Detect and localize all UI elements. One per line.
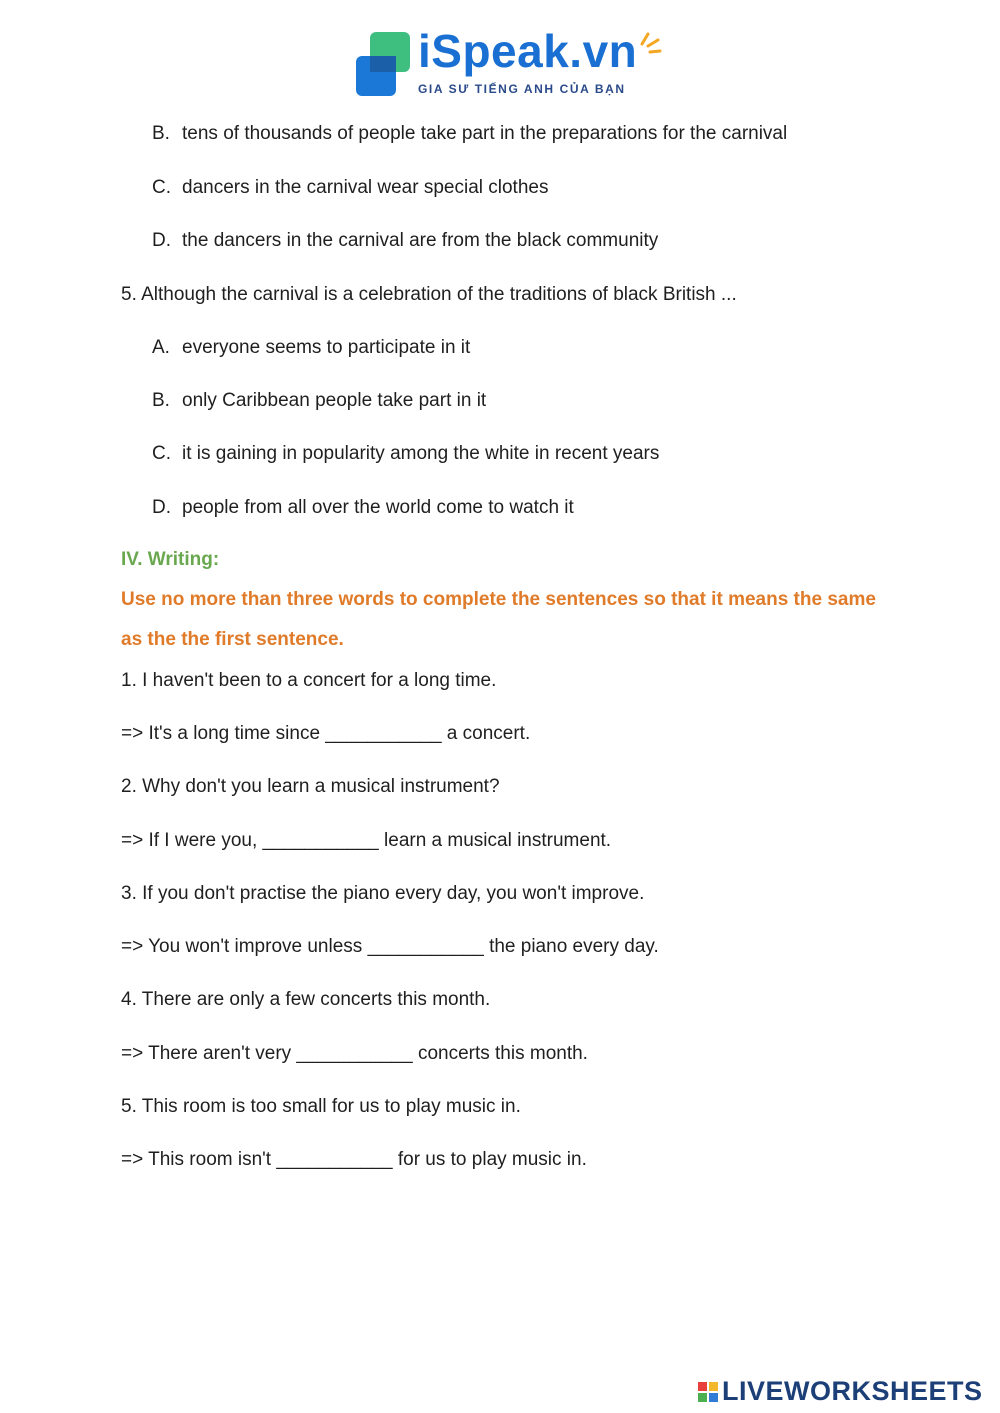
option-text: everyone seems to participate in it bbox=[182, 337, 471, 358]
lw-block-blue bbox=[709, 1393, 718, 1402]
writing-answer-2[interactable]: => If I were you, ___________ learn a musical instrument. bbox=[121, 830, 612, 851]
writing-answer-1[interactable]: => It's a long time since ___________ a concert. bbox=[121, 723, 531, 744]
q5-option-a bbox=[152, 336, 470, 360]
option-letter: C. bbox=[152, 443, 171, 464]
option-letter: D. bbox=[152, 497, 171, 518]
option-text: tens of thousands of people take part in the preparations for the carnival bbox=[182, 123, 788, 144]
brand-tagline: GIA SƯ TIẾNG ANH CỦA BẠN bbox=[418, 82, 626, 96]
option-letter: A. bbox=[152, 337, 170, 358]
section-title-writing: IV. Writing: bbox=[121, 549, 220, 570]
writing-answer-3[interactable]: => You won't improve unless ___________ the piano every day. bbox=[121, 936, 659, 957]
q4-option-d bbox=[152, 229, 658, 253]
option-letter: B. bbox=[152, 123, 170, 144]
liveworksheets-brand: LIVEWORKSHEETS bbox=[722, 1376, 983, 1406]
option-letter: C. bbox=[152, 177, 171, 198]
option-text: only Caribbean people take part in it bbox=[182, 390, 487, 411]
q5-option-b bbox=[152, 389, 486, 413]
option-letter: B. bbox=[152, 390, 170, 411]
writing-answer-5[interactable]: => This room isn't ___________ for us to play music in. bbox=[121, 1149, 587, 1170]
q4-option-c bbox=[152, 176, 548, 200]
lw-block-red bbox=[698, 1382, 707, 1391]
option-text: people from all over the world come to watch it bbox=[182, 497, 574, 518]
logo-overlap bbox=[370, 56, 396, 72]
option-text: the dancers in the carnival are from the black community bbox=[182, 230, 659, 251]
lw-block-yellow bbox=[709, 1382, 718, 1391]
option-text: it is gaining in popularity among the white in recent years bbox=[182, 443, 660, 464]
sparkle-icon bbox=[638, 30, 662, 54]
lw-block-green bbox=[698, 1393, 707, 1402]
writing-prompt-5: 5. This room is too small for us to play music in. bbox=[121, 1096, 521, 1117]
writing-prompt-1: 1. I haven't been to a concert for a long time. bbox=[121, 670, 497, 691]
q5-question: 5. Although the carnival is a celebration of the traditions of black British ... bbox=[121, 284, 737, 305]
writing-prompt-2: 2. Why don't you learn a musical instrument? bbox=[121, 776, 500, 797]
ispeak-logo bbox=[356, 25, 666, 102]
writing-answer-4[interactable]: => There aren't very ___________ concerts this month. bbox=[121, 1043, 588, 1064]
writing-prompt-4: 4. There are only a few concerts this month. bbox=[121, 989, 491, 1010]
writing-prompt-3: 3. If you don't practise the piano every day, you won't improve. bbox=[121, 883, 645, 904]
instruction-line-2: as the the first sentence. bbox=[121, 629, 344, 650]
option-letter: D. bbox=[152, 230, 171, 251]
q4-option-b bbox=[152, 122, 787, 146]
option-text: dancers in the carnival wear special clothes bbox=[182, 177, 549, 198]
q5-option-c bbox=[152, 442, 659, 466]
brand-name: iSpeak.vn bbox=[418, 25, 638, 77]
instruction-line-1: Use no more than three words to complete the sentences so that it means the same bbox=[121, 589, 876, 610]
q5-option-d bbox=[152, 496, 574, 520]
